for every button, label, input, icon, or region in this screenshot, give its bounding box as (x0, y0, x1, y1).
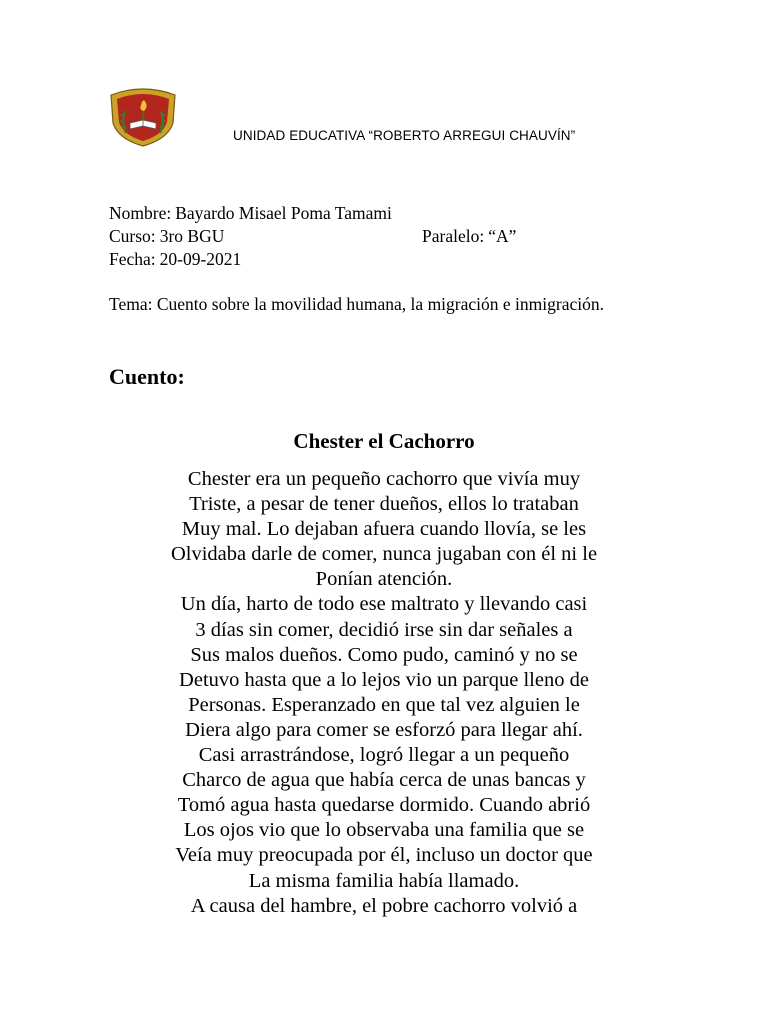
story-title: Chester el Cachorro (293, 429, 475, 453)
paralelo-label: Paralelo: (422, 226, 485, 246)
section-heading: Cuento: (109, 364, 185, 389)
story-body (84, 467, 684, 919)
story-line: Muy mal. Lo dejaban afuera cuando llovía, se les (181, 518, 587, 541)
school-crest-icon (108, 85, 178, 147)
tema-paragraph (109, 293, 609, 316)
story-line: Personas. Esperanzado en que tal vez alguien le (188, 693, 580, 716)
curso-value: 3ro BGU (159, 226, 225, 246)
story-line: Sus malos dueños. Como pudo, caminó y no se (190, 643, 578, 666)
story-line: Charco de agua que había cerca de unas bancas y (182, 769, 586, 792)
story-line: Chester era un pequeño cachorro que vivía muy (187, 468, 581, 490)
story-line: Veía muy preocupada por él, incluso un doctor que (175, 844, 593, 867)
story-line: Ponían atención. (315, 568, 453, 591)
fecha-line (109, 249, 241, 270)
story-line: Olvidaba darle de comer, nunca jugaban con él ni le (170, 543, 598, 566)
story-line: Un día, harto de todo ese maltrato y llevando casi (180, 593, 588, 616)
story-line: Los ojos vio que lo observaba una familia que se (183, 819, 585, 842)
school-name: UNIDAD EDUCATIVA “ROBERTO ARREGUI CHAUVÍN” (233, 128, 576, 143)
paralelo-line (422, 226, 516, 247)
story-line: Casi arrastrándose, logró llegar a un pequeño (198, 744, 570, 767)
curso-label: Curso: (109, 226, 156, 246)
story-line: La misma familia había llamado. (248, 869, 520, 892)
story-line: Triste, a pesar de tener dueños, ellos lo trataban (189, 493, 579, 516)
nombre-label: Nombre: (109, 203, 172, 223)
story-line: Detuvo hasta que a lo lejos vio un parque lleno de (179, 668, 589, 691)
fecha-label: Fecha: (109, 249, 156, 269)
curso-line (109, 226, 224, 247)
tema-label: Tema: (109, 294, 153, 314)
story-line: Tomó agua hasta quedarse dormido. Cuando abrió (177, 794, 591, 817)
fecha-value: 20-09-2021 (159, 249, 242, 269)
story-line: Diera algo para comer se esforzó para llegar ahí. (185, 718, 583, 741)
tema-text: Cuento sobre la movilidad humana, la migración e inmigración. (156, 294, 604, 314)
nombre-value: Bayardo Misael Poma Tamami (175, 203, 392, 223)
paralelo-value: “A” (488, 226, 517, 246)
story-line: A causa del hambre, el pobre cachorro volvió a (190, 894, 578, 917)
nombre-line (109, 203, 392, 224)
story-line: 3 días sin comer, decidió irse sin dar señales a (195, 618, 573, 641)
